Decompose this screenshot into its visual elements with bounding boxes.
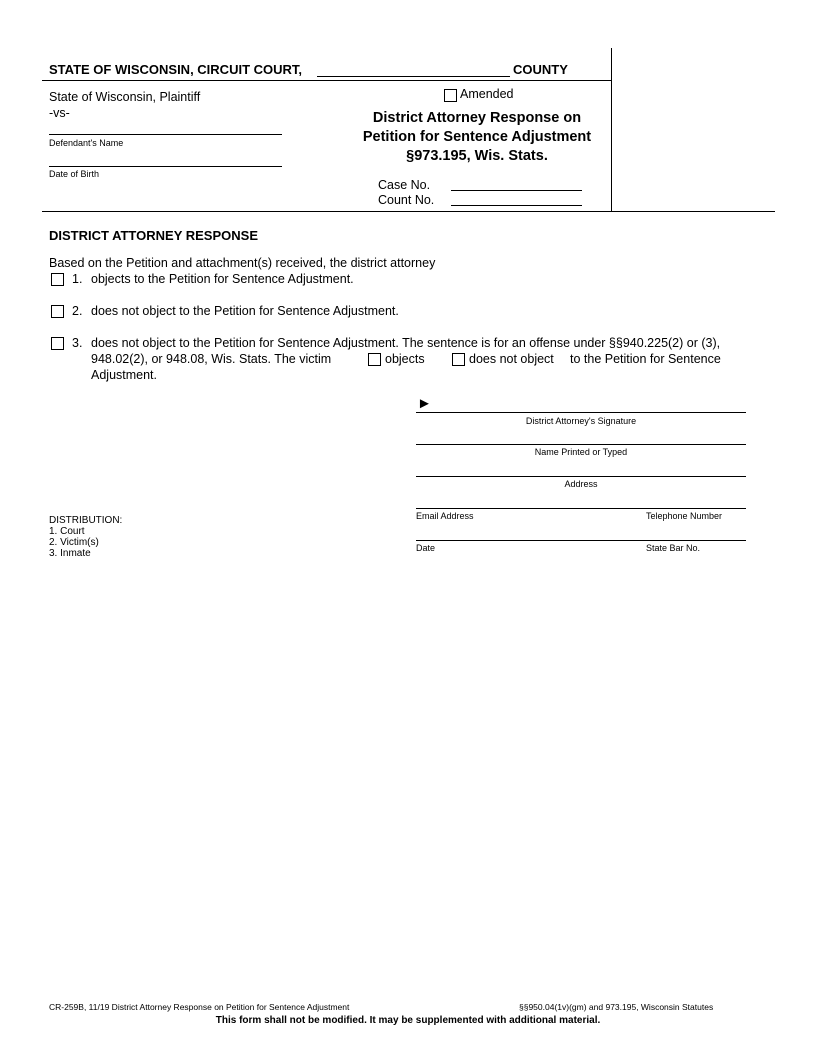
header-rule xyxy=(42,80,611,81)
intro-text: Based on the Petition and attachment(s) received, the district attorney xyxy=(49,256,436,270)
vs-label: -vs- xyxy=(49,106,70,120)
count-no-label: Count No. xyxy=(378,193,435,207)
distribution-item: 3. Inmate xyxy=(49,548,91,559)
option1-number: 1. xyxy=(72,272,83,286)
distribution-heading: DISTRIBUTION: xyxy=(49,515,123,526)
county-label: COUNTY xyxy=(513,62,568,77)
victim-objects-checkbox[interactable] xyxy=(368,353,381,366)
option3-text-line2: 948.02(2), or 948.08, Wis. Stats. The victim xyxy=(91,352,332,366)
distribution-item: 1. Court xyxy=(49,526,85,537)
victim-objects-label: objects xyxy=(385,352,425,366)
option2-number: 2. xyxy=(72,304,83,318)
address-label: Address xyxy=(564,479,598,489)
option3-text-line3: Adjustment. xyxy=(91,368,158,382)
victim-not-object-label: does not object xyxy=(469,352,554,366)
name-printed-label: Name Printed or Typed xyxy=(534,447,628,457)
signature-line[interactable] xyxy=(416,412,746,413)
county-line[interactable] xyxy=(317,76,510,77)
option2-text: does not object to the Petition for Sentence Adjustment. xyxy=(91,304,399,318)
count-no-line[interactable] xyxy=(451,205,582,206)
case-no-label: Case No. xyxy=(378,178,431,192)
telephone-label: Telephone Number xyxy=(646,511,723,521)
signature-arrow-icon: ► xyxy=(417,395,432,412)
option1-text: objects to the Petition for Sentence Adjustment. xyxy=(91,272,354,286)
amended-checkbox[interactable] xyxy=(444,89,457,102)
victim-not-object-checkbox[interactable] xyxy=(452,353,465,366)
date-label: Date xyxy=(416,543,436,553)
footer-form-id: CR-259B, 11/19 District Attorney Response on Petition for Sentence Adjustment xyxy=(49,1002,350,1012)
option1-checkbox[interactable] xyxy=(51,273,64,286)
case-no-line[interactable] xyxy=(451,190,582,191)
option3-number: 3. xyxy=(72,336,83,350)
option3-text-line1: does not object to the Petition for Sentence Adjustment. The sentence is for an offense under §§940.225(2) or (3), xyxy=(91,336,721,350)
date-bar-line[interactable] xyxy=(416,540,746,541)
defendant-name-line[interactable] xyxy=(49,134,282,135)
option2-checkbox[interactable] xyxy=(51,305,64,318)
signature-label: District Attorney's Signature xyxy=(525,416,637,426)
name-printed-line[interactable] xyxy=(416,444,746,445)
footer-statutes: §§950.04(1v)(gm) and 973.195, Wisconsin Statutes xyxy=(519,1002,714,1012)
address-line[interactable] xyxy=(416,476,746,477)
form-title-line2: Petition for Sentence Adjustment xyxy=(362,129,592,145)
distribution-item: 2. Victim(s) xyxy=(49,537,99,548)
form-title-line1: District Attorney Response on xyxy=(372,110,582,126)
court-heading: STATE OF WISCONSIN, CIRCUIT COURT, xyxy=(49,62,303,77)
caption-bottom-rule xyxy=(42,211,775,212)
date-of-birth-line[interactable] xyxy=(49,166,282,167)
section-heading: DISTRICT ATTORNEY RESPONSE xyxy=(49,228,258,243)
amended-label: Amended xyxy=(460,87,514,101)
option3-tail-text: to the Petition for Sentence xyxy=(570,352,721,366)
option3-checkbox[interactable] xyxy=(51,337,64,350)
footer-notice: This form shall not be modified. It may be supplemented with additional material. xyxy=(215,1015,601,1026)
plaintiff-label: State of Wisconsin, Plaintiff xyxy=(49,90,201,104)
state-bar-label: State Bar No. xyxy=(646,543,701,553)
form-title-line3: §973.195, Wis. Stats. xyxy=(406,148,548,164)
date-of-birth-label: Date of Birth xyxy=(49,169,100,179)
email-label: Email Address xyxy=(416,511,474,521)
email-phone-line[interactable] xyxy=(416,508,746,509)
defendant-name-label: Defendant's Name xyxy=(49,138,124,148)
